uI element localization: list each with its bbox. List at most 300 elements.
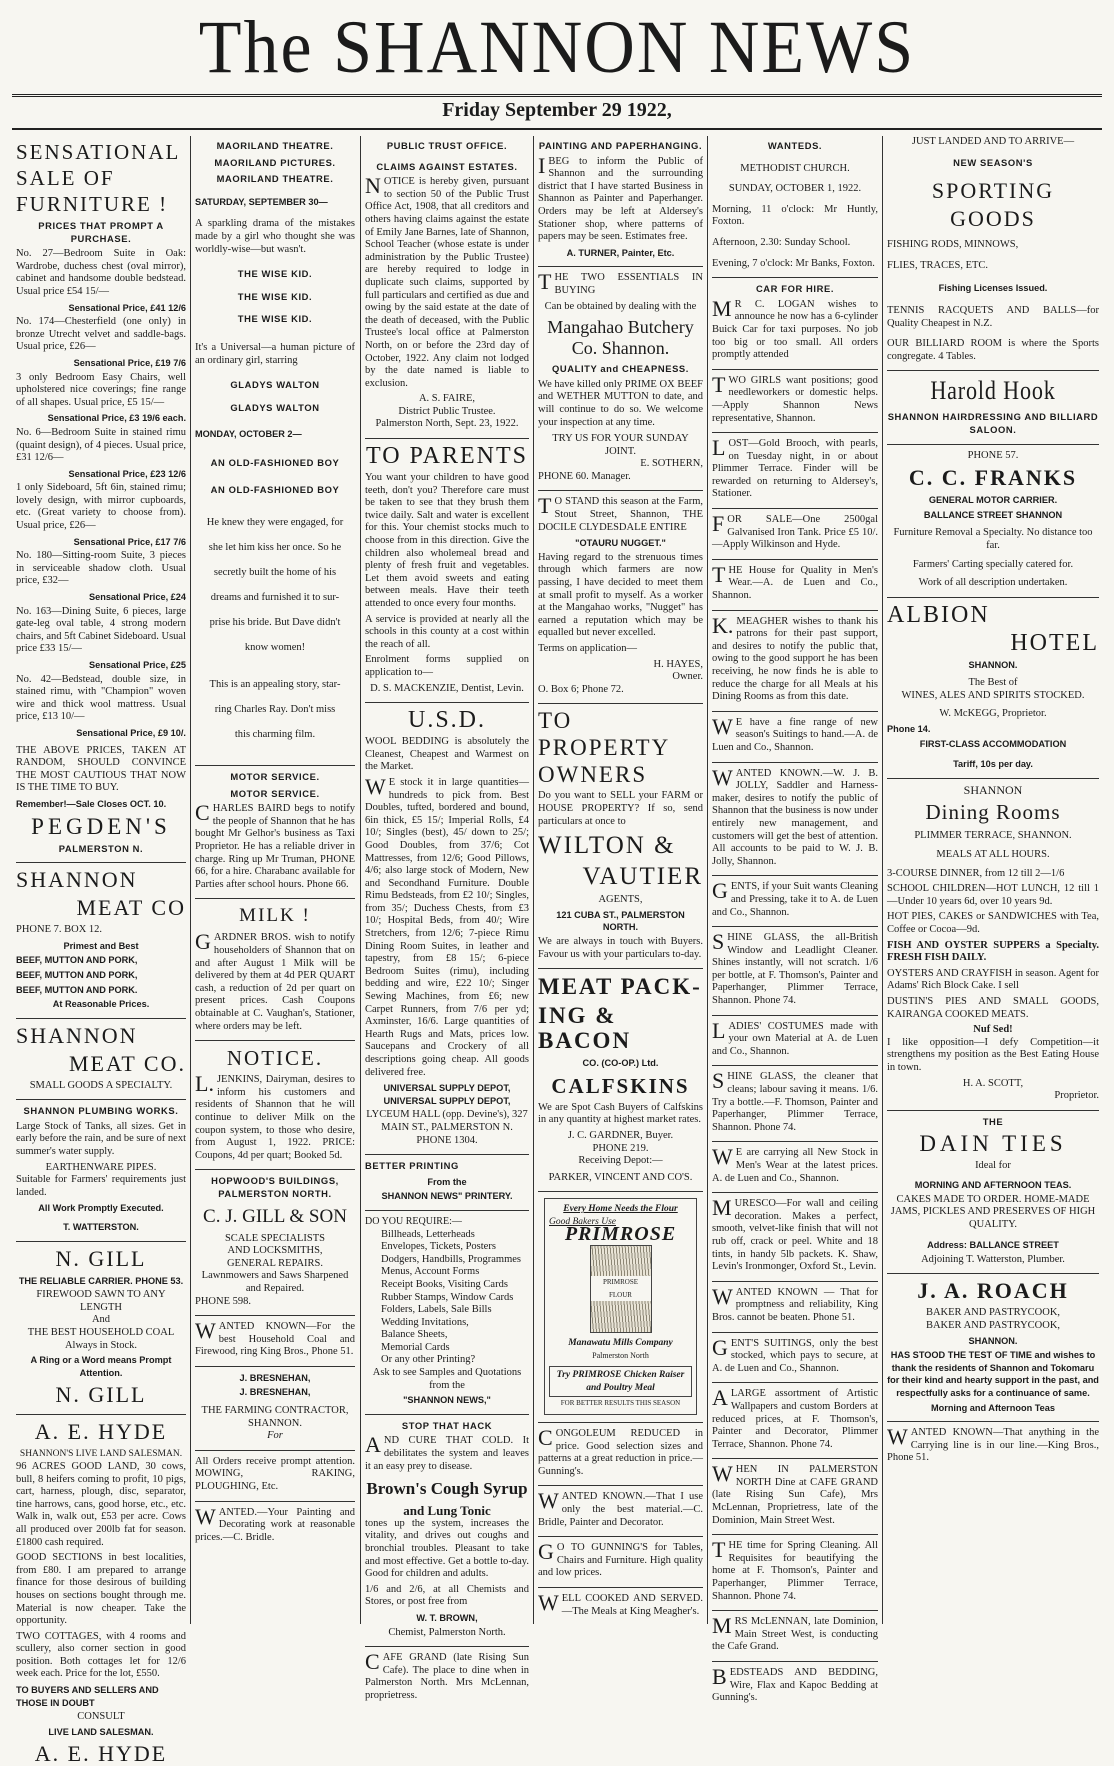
gunning: GO TO GUNNING'S for Tables, Chairs and Furniture. High quality and low prices. bbox=[538, 1539, 703, 1579]
meat1-line: At Reasonable Prices. bbox=[52, 999, 150, 1010]
divider bbox=[195, 1169, 355, 1170]
hyde-para: 96 ACRES GOOD LAND, 30 cows, bull, 8 heifers coming to profit, 10 pigs, cart, harness, plough, disc, separator, tine harrows, cans, good horse, etc., etc. Walk in, walk out, £53 per acre. Cows all produced over 200lb fat for season. £1800 cash required. bbox=[16, 1460, 186, 1548]
appeal-line: this charming film. bbox=[234, 729, 316, 741]
paint-text: IBEG to inform the Public of Shannon and the surrounding district that I have started Business in Shannon as Painter and Paperhanger. Orders may be left at Aldersey's Stationer shop, where patterns of papers may be seen. Estimates free. bbox=[538, 152, 703, 243]
plumb-text: Large Stock of Tanks, all sizes. Get in early before the rain, and be sure of next summer's water supply. bbox=[16, 1120, 186, 1158]
meat1-phone: PHONE 7. BOX 12. bbox=[16, 924, 103, 936]
wines: WINES, ALES AND SPIRITS STOCKED. bbox=[901, 689, 1085, 701]
pto-head: PUBLIC TRUST OFFICE. bbox=[386, 140, 508, 151]
prop-text: Do you want to SELL your FARM or HOUSE PROPERTY? If so, send particulars at once to bbox=[538, 790, 703, 827]
evening: Evening, 7 o'clock: Mr Banks, Foxton. bbox=[712, 257, 875, 269]
hyde-buyers: TO BUYERS AND SELLERS AND THOSE IN DOUBT bbox=[16, 1685, 159, 1708]
flour-bakers: Good Bakers Use bbox=[549, 1216, 617, 1227]
sunday: SUNDAY, OCTOBER 1, 1922. bbox=[728, 183, 862, 195]
mclennan: MRS McLENNAN, late Dominion, Main Street West, is conducting the Cafe Grand. bbox=[712, 1613, 878, 1653]
sale-item: No. 6—Bedroom Suite in stained rimu (quaint design), of 4 pieces. Usual price, £31 12/6— bbox=[16, 426, 186, 464]
mills: Manawatu Mills Company bbox=[568, 1338, 673, 1349]
when-palmerston: WHEN IN PALMERSTON NORTH Dine at CAFE GRAND (late Rising Sun Cafe), Mrs McLennan, Proprietress, late of the Dominion, Main Street West. bbox=[712, 1461, 878, 1526]
flies: FLIES, TRACES, ETC. bbox=[887, 259, 989, 271]
owner: Owner. bbox=[672, 671, 703, 683]
sale-item: 1 only Sideboard, 5ft 6in, stained rimu; lovely design, with mirror cupboards, etc. (Great variety to choose from). Usual price, £26— bbox=[16, 482, 186, 532]
horse-text2: Having regard to the strenuous times through which farmers are now passing, I have decided to meet them at small profit to myself. As a worker at the Mangahao works, "Nugget" has earned a reputation which may be equalled but never excelled. bbox=[538, 551, 703, 639]
story-line: He knew they were engaged, for bbox=[206, 517, 344, 529]
menu-line: SCHOOL CHILDREN—HOT LUNCH, 12 till 1—Under 10 years 6d, over 10 years 9d. bbox=[887, 883, 1099, 907]
prop-title-2: PROPERTY bbox=[538, 735, 671, 761]
sale-price: Sensational Price, £41 12/6 bbox=[68, 302, 186, 313]
claims-text: NOTICE is hereby given, pursuant to section 50 of the Public Trust Office Act, 1908, that all creditors and others having claims against the estate of Emily Jane Barnes, late of Shannon, School Teacher (whose estate is under administration by the Public Trustee) are hereby required to lodge in duplicate such claims, supported by full particulars and certified as due and owing by the said estate at the date of the death of deceased, with the Public Trustee's local office at Palmerston North, on or before the 23rd day of October, 1922. Any claim not lodged by the date named is liable to exclusion. bbox=[365, 173, 529, 389]
divider bbox=[16, 1018, 186, 1019]
column-4 bbox=[538, 136, 703, 1624]
cafe-ad: CAFE GRAND (late Rising Sun Cafe). The place to dine when in Palmerston North. Mrs McLennan, proprietress. bbox=[365, 1649, 529, 1701]
divider bbox=[195, 765, 355, 766]
divider bbox=[538, 1536, 703, 1537]
first-class: FIRST-CLASS ACCOMMODATION bbox=[919, 738, 1067, 749]
teas: MORNING AND AFTERNOON TEAS. bbox=[914, 1179, 1072, 1190]
new-season: NEW SEASON'S bbox=[953, 156, 1033, 168]
chicken: Try PRIMROSE Chicken Raiser and Poultry Meal bbox=[549, 1366, 692, 1397]
hyde-sub: SHANNON'S LIVE LAND SALESMAN. bbox=[19, 1449, 183, 1460]
usd-sig: UNIVERSAL SUPPLY DEPOT, UNIVERSAL SUPPLY DEPOT, bbox=[383, 1083, 511, 1106]
monday-head: MONDAY, OCTOBER 2— bbox=[195, 429, 302, 440]
faire-title: District Public Trustee. bbox=[398, 405, 496, 417]
meagher: K.MEAGHER wishes to thank his patrons for their past support, and desires to notify the public that, owing to the good support he has been receiving, he now finds he is able to reduce the charge for all Meals at his Dining Rooms as from this date. bbox=[712, 612, 878, 703]
sale-price: Sensational Price, £19 7/6 bbox=[73, 357, 186, 368]
work: Work of all description undertaken. bbox=[918, 577, 1068, 589]
divider bbox=[712, 508, 878, 509]
divider bbox=[887, 597, 1099, 598]
dainties: DAIN TIES bbox=[919, 1131, 1067, 1157]
harold-hook: Harold Hook bbox=[930, 376, 1056, 406]
story-line: secretly built the home of his bbox=[213, 567, 337, 579]
wise-kid: THE WISE KID. bbox=[237, 313, 313, 325]
column-rule bbox=[533, 136, 534, 1624]
morning: Morning, 11 o'clock: Mr Huntly, Foxton. bbox=[712, 203, 878, 228]
meat1-title-a: SHANNON bbox=[16, 867, 138, 893]
prop-title-1: TO bbox=[538, 708, 573, 734]
meat2-title-a: SHANNON bbox=[16, 1022, 138, 1048]
divider bbox=[712, 1141, 878, 1142]
best-of: The Best of bbox=[968, 677, 1018, 689]
sale-item: No. 42—Bedstead, double size, in stained rimu, with "Champion" woven wire and thick wool mattress. Usual price, £13 10/— bbox=[16, 673, 186, 723]
sale-subhead: PRICES THAT PROMPT A PURCHASE. bbox=[38, 220, 164, 244]
wise-kid: THE WISE KID. bbox=[237, 290, 313, 302]
wt-brown-addr: Chemist, Palmerston North. bbox=[388, 1626, 506, 1638]
mackenzie: D. S. MACKENZIE, Dentist, Levin. bbox=[370, 682, 524, 694]
receiving: Receiving Depot:— bbox=[578, 1155, 663, 1167]
sale-price: Sensational Price, £23 12/6 bbox=[68, 468, 186, 479]
gill-ring: A Ring or a Word means Prompt Attention. bbox=[30, 1355, 172, 1378]
divider bbox=[365, 702, 529, 703]
sale-headline-2: SALE OF bbox=[16, 166, 115, 190]
divider bbox=[712, 1065, 878, 1066]
plumb-text2: Suitable for Farmers' requirements just landed. bbox=[16, 1174, 186, 1198]
carting: Farmers' Carting specially catered for. bbox=[912, 558, 1074, 570]
divider bbox=[365, 1210, 529, 1211]
gents-suitings: GENT'S SUITINGS, only the best stocked, which pays to secure, at A. de Luen and Co., Shannon. bbox=[712, 1334, 878, 1374]
column-rule bbox=[360, 136, 361, 1624]
bresnehan: J. BRESNEHAN, bbox=[239, 1387, 311, 1398]
box: O. Box 6; Phone 72. bbox=[538, 683, 624, 695]
sothern: E. SOTHERN, bbox=[640, 458, 703, 470]
divider bbox=[712, 1281, 878, 1282]
shine-glass-2: SHINE GLASS, the cleaner that cleans; labour saving it means. 1/6. Try a bottle.—F. Thomson, Painter and Paperhanger, Plimmer Terrace, Shannon. Phone 74. bbox=[712, 1068, 878, 1133]
column-3 bbox=[365, 136, 529, 1701]
story-line: she let him kiss her once. So he bbox=[208, 542, 342, 554]
milk-text: GARDNER BROS. wish to notify householders of Shannon that on and after August 1 Milk will be delivered by them at 4d PER QUART cash, a reduction of 2d per quart on present prices. Cash Coupons obtainable at C. Vaughan's, Stationer, where orders may be left. bbox=[195, 929, 355, 1032]
dining-rooms: Dining Rooms bbox=[925, 800, 1061, 825]
shine-glass: SHINE GLASS, the all-British Window and Leadlight Cleaner. Shines instantly, will not scratch. 1/6 per bottle, at F. Thomson's, Painter and Paperhanger, Plimmer Terrace, Shannon. Phone 74. bbox=[712, 929, 878, 1007]
gill-spec: AND LOCKSMITHS, bbox=[227, 1245, 323, 1257]
column-rule bbox=[707, 136, 708, 1624]
parker: PARKER, VINCENT AND CO'S. bbox=[548, 1171, 693, 1183]
menu-line: I like opposition—I defy Competition—it strengthens my position as the Best Eating House in town. bbox=[887, 1036, 1099, 1073]
column-1 bbox=[16, 136, 186, 1766]
butch-text: We have killed only PRIME OX BEEF and WETHER MUTTON to date, and will continue to do so. We welcome your inspection at any time. bbox=[538, 378, 703, 428]
plumb-pipes: EARTHENWARE PIPES. bbox=[45, 1161, 157, 1173]
notice-text: L.JENKINS, Dairyman, desires to inform his customers and residents of Shannon that he will continue to deliver Milk on the coupon system, to those who desire, from August 1, 1922. PRICE: Coupons, 4d per quart; Booked 5d. bbox=[195, 1071, 355, 1161]
print-list bbox=[365, 1229, 529, 1368]
wv-title-1: WILTON & bbox=[538, 832, 676, 860]
plumb-work: All Work Promptly Executed. bbox=[38, 1203, 164, 1214]
divider bbox=[195, 1501, 355, 1502]
sale-headline-3: FURNITURE ! bbox=[16, 192, 169, 216]
franks: C. C. FRANKS bbox=[908, 465, 1078, 491]
address: Address: BALLANCE STREET bbox=[927, 1240, 1059, 1251]
sale-remember: Remember!—Sale Closes OCT. 10. bbox=[16, 798, 167, 809]
gill-coal: THE BEST HOUSEHOLD COAL Always in Stock. bbox=[27, 1327, 175, 1351]
divider bbox=[712, 1332, 878, 1333]
gill-text: FIREWOOD SAWN TO ANY LENGTH bbox=[36, 1289, 166, 1313]
wallpapers: ALARGE assortment of Artistic Wallpapers and custom Borders at reduced prices, at F. Thomson's, Painter and Decorator, Plimmer Terrace, Shannon. Phone 74. bbox=[712, 1385, 878, 1450]
phone14: Phone 14. bbox=[887, 724, 931, 735]
spring-cleaning: THE time for Spring Cleaning. All Requisites for beautifying the home at F. Thomson's, Painter and Paperhanger, Plimmer Terrace, Shannon. Phone 74. bbox=[712, 1537, 878, 1602]
sale-price: Sensational Price, £17 7/6 bbox=[73, 536, 186, 547]
tennis: TENNIS RACQUETS AND BALLS—for Quality Cheapest in N.Z. bbox=[887, 304, 1099, 329]
divider bbox=[538, 968, 703, 969]
meat2-title-b: MEAT CO. bbox=[68, 1050, 186, 1076]
masthead bbox=[14, 4, 1100, 96]
motor-head: MOTOR SERVICE. bbox=[230, 787, 320, 799]
divider bbox=[538, 703, 703, 704]
licenses: Fishing Licenses Issued. bbox=[938, 283, 1048, 294]
sheaf-label: PRIMROSE bbox=[591, 1276, 651, 1289]
hayes: H. HAYES, bbox=[653, 658, 703, 670]
column-2 bbox=[195, 136, 355, 1624]
divider bbox=[887, 778, 1099, 779]
notice-title: NOTICE. bbox=[226, 1046, 324, 1071]
menu-line: DUSTIN'S PIES AND SMALL GOODS, KAIRANGA COOKED MEATS. bbox=[887, 995, 1099, 1020]
wanteds-head: WANTEDS. bbox=[767, 140, 823, 151]
congoleum: CONGOLEUM REDUCED in price. Good selection sizes and patterns at a great reduction in price.—Gunning's. bbox=[538, 1425, 703, 1477]
theatre-head: MAORILAND THEATRE. bbox=[216, 140, 334, 151]
old-fashioned-boy: AN OLD-FASHIONED BOY bbox=[210, 456, 340, 468]
calf-title: CALFSKINS bbox=[551, 1073, 690, 1098]
plumb-head: SHANNON PLUMBING WORKS. bbox=[23, 1105, 179, 1117]
menu-line: HOT PIES, CAKES or SANDWICHES with Tea, Coffee or Cocoa—9d. bbox=[887, 911, 1099, 935]
print-list-item: Folders, Labels, Sale Bills bbox=[381, 1304, 492, 1316]
removal: Furniture Removal a Specialty. No distance too far. bbox=[893, 527, 1093, 551]
appeal-line: ring Charles Ray. Don't miss bbox=[214, 704, 336, 716]
gill-son-title: C. J. GILL & SON bbox=[203, 1205, 347, 1227]
mp-co: CO. (CO-OP.) Ltd. bbox=[582, 1058, 659, 1069]
parents-title: TO PARENTS bbox=[365, 443, 529, 470]
phone57: PHONE 57. bbox=[967, 449, 1019, 461]
wt-brown: W. T. BROWN, bbox=[416, 1612, 478, 1623]
faire: A. S. FAIRE, bbox=[418, 393, 476, 405]
sheaf-label: FLOUR bbox=[591, 1289, 651, 1302]
ballance: BALLANCE STREET SHANNON bbox=[923, 509, 1063, 520]
primrose-title: PRIMROSE bbox=[564, 1223, 677, 1246]
divider bbox=[712, 610, 878, 611]
sale-item: No. 27—Bedroom Suite in Oak: Wardrobe, duchess chest (oval mirror), cabinet and handsome double bedstead. Usual price £54 15/— bbox=[16, 248, 186, 297]
sale-closing: THE ABOVE PRICES, TAKEN AT RANDOM, SHOULD CONVINCE THE MOST CAUTIOUS THAT NOW IS THE TIME TO BUY. bbox=[16, 744, 186, 794]
meat1-title-b: MEAT CO bbox=[76, 895, 186, 921]
prop-title-3: OWNERS bbox=[538, 762, 648, 788]
divider bbox=[365, 1414, 529, 1415]
meals-hours: MEALS AT ALL HOURS. bbox=[936, 849, 1050, 861]
print-list-item: Balance Sheets, bbox=[381, 1329, 448, 1341]
divider bbox=[887, 1421, 1099, 1422]
albion-shannon: SHANNON. bbox=[968, 659, 1018, 670]
story-line: know women! bbox=[244, 642, 306, 654]
print-list-item: Wedding Invitations, bbox=[381, 1316, 469, 1328]
gladys-walton: GLADYS WALTON bbox=[230, 401, 320, 413]
rods: FISHING RODS, MINNOWS, bbox=[887, 239, 1019, 251]
divider bbox=[887, 444, 1099, 445]
divider bbox=[712, 277, 878, 278]
gill-and: And bbox=[91, 1314, 111, 1326]
goods: GOODS bbox=[950, 206, 1036, 232]
print-list-item: Menus, Account Forms bbox=[381, 1266, 480, 1278]
bridle-ad: WANTED.—Your Painting and Decorating work at reasonable prices.—C. Bridle. bbox=[195, 1503, 355, 1543]
baker: BAKER AND PASTRYCOOK, bbox=[925, 1320, 1061, 1332]
column-rule bbox=[882, 136, 883, 1624]
wanted-coal: WANTED KNOWN—For the best Household Coal and Firewood, ring King Bros., Phone 51. bbox=[195, 1318, 355, 1358]
plimmer: PLIMMER TERRACE, SHANNON. bbox=[914, 830, 1072, 842]
hyde-consult: CONSULT bbox=[77, 1711, 125, 1723]
hopwood: HOPWOOD'S BUILDINGS, PALMERSTON NORTH. bbox=[211, 1175, 339, 1199]
hyde-live: LIVE LAND SALESMAN. bbox=[48, 1726, 154, 1737]
meat1-line: BEEF, MUTTON AND PORK, bbox=[16, 969, 138, 980]
divider bbox=[887, 1110, 1099, 1111]
wool-text: WOOL BEDDING is absolutely the Cleanest, Cheapest and Warmest on the Market. bbox=[365, 736, 529, 773]
divider bbox=[712, 1458, 878, 1459]
morning-teas: Morning and Afternoon Teas bbox=[930, 1402, 1056, 1413]
story-text bbox=[195, 510, 355, 660]
print-list-item: Receipt Books, Visiting Cards bbox=[381, 1278, 508, 1290]
divider bbox=[365, 1646, 529, 1647]
menu-line: FISH AND OYSTER SUPPERS a Specialty. FRESH FISH DAILY. bbox=[887, 939, 1099, 964]
milk-title: MILK ! bbox=[239, 905, 311, 927]
scott: H. A. SCOTT, bbox=[962, 1077, 1024, 1089]
sale-price: Sensational Price, £3 19/6 each. bbox=[47, 413, 186, 424]
dateline: Friday September 29 1922, bbox=[442, 99, 672, 121]
meat1-line: BEEF, MUTTON AND PORK. bbox=[16, 984, 138, 995]
print-list-item: Billheads, Letterheads bbox=[381, 1228, 475, 1240]
pegden-town: PALMERSTON N. bbox=[58, 842, 144, 854]
chicken-sub: FOR BETTER RESULTS THIS SEASON bbox=[560, 1399, 681, 1408]
gill-title: N. GILL bbox=[55, 1245, 147, 1271]
divider bbox=[712, 1534, 878, 1535]
meat1-line: BEEF, MUTTON AND PORK, bbox=[16, 955, 138, 966]
wanted-king: WANTED KNOWN — That for promptness and reliability, King Bros. cannot be beaten. Phone 51. bbox=[712, 1283, 878, 1323]
just-landed: JUST LANDED AND TO ARRIVE— bbox=[911, 136, 1075, 147]
divider bbox=[538, 490, 703, 491]
ideal: Ideal for bbox=[975, 1160, 1011, 1172]
hyde-title-2: A. E. HYDE bbox=[34, 1741, 168, 1766]
menu-line: OYSTERS AND CRAYFISH in season. Agent for Adams' Rich Block Cake. I sell bbox=[887, 967, 1099, 992]
plumb-name: T. WATTERSTON. bbox=[63, 1222, 139, 1233]
parents-text: Enrolment forms supplied on application to— bbox=[365, 654, 529, 678]
claims-head: CLAIMS AGAINST ESTATES. bbox=[376, 160, 518, 172]
gill-title-2: N. GILL bbox=[55, 1382, 147, 1408]
hotel: HOTEL bbox=[1010, 629, 1099, 656]
carrier: GENERAL MOTOR CARRIER. bbox=[928, 495, 1058, 506]
hack-head: STOP THAT HACK bbox=[401, 1419, 493, 1431]
divider bbox=[16, 1414, 186, 1415]
dining-shannon: SHANNON bbox=[963, 782, 1023, 797]
divider bbox=[538, 1485, 703, 1486]
hyde-para: GOOD SECTIONS in best localities, from £80. I am prepared to arrange finance for those desirous of building houses on sections bought through me. Material is now cheaper. Take the opportunity. bbox=[16, 1552, 186, 1627]
divider bbox=[712, 432, 878, 433]
gill-phone: PHONE 598. bbox=[195, 1295, 252, 1307]
wanted-bridle: WANTED KNOWN.—That I use only the best material.—C. Bridle, Painter and Decorator. bbox=[538, 1488, 703, 1528]
parents-text: You want your children to have good teeth, don't you? Therefore care must be taken to see that they brush them twice daily. Salt and water is excellent for this. Your chemist stocks much to choose from in this direction. Give the children also wholemeal bread and plenty of fresh fruit and vegetables. Let them avoid sweets and eating between meals. Have their teeth attended to once every four months. bbox=[365, 472, 529, 609]
orders: All Orders receive prompt attention. MOWING, RAKING, PLOUGHING, Etc. bbox=[195, 1455, 355, 1493]
carrying: WE are carrying all New Stock in Men's Wear at the latest prices. A. de Luen and Co., Shannon. bbox=[712, 1144, 878, 1184]
gill-spec: SCALE SPECIALISTS bbox=[224, 1232, 326, 1244]
car-head: CAR FOR HIRE. bbox=[755, 283, 835, 295]
mckegg: W. McKEGG, Proprietor. bbox=[939, 708, 1047, 720]
usd-addr: LYCEUM HALL (opp. Devine's), 327 MAIN ST., PALMERSTON N. PHONE 1304. bbox=[366, 1109, 528, 1146]
usd-text: WE stock it in large quantities—hundreds to pick from. Best Doubles, tufted, bordered and bound, 6in thick, £5 15/; Imperial Rolls, £4 10/; Singles (best), 45/ down to 25/; Good Doubles, from 37/6; Cot Mattresses, from 12/6; Good Pillows, 4/6; also large stock of Modern, New and Secondhand Furniture. Double Rimu Bedsteads, from £2 10/; Singles, from 35/; Duchess Chests, from £3 10/; Hospital Beds, from 40/; Wire Stretchers, from 12/6; 7-piece Rimu Dining Room Suites, in leather and tapestry, from £8 15/; 6-piece Bedroom Suites (rimu), including bedding and wire, £22 10/; Singer Sewing Machines, from £6; new Carpet Runners, from 7/6 per yd; Axminster, 16/6. Large quantities of Hearth Rugs and Mats, prices low. Saucepans and Crockery of all descriptions going cheap. All goods delivered free. bbox=[365, 773, 529, 1078]
print-office: SHANNON NEWS" PRINTERY. bbox=[381, 1191, 513, 1202]
sale-item: 3 only Bedroom Easy Chairs, well upholstered nice coverings; fine range of all shapes. Usual price, £5 15/— bbox=[16, 371, 186, 408]
gardner: J. C. GARDNER, Buyer. bbox=[567, 1129, 674, 1141]
parents-text: A service is provided at nearly all the schools in this county at a cost within the reach of all. bbox=[365, 613, 529, 650]
divider bbox=[712, 1192, 878, 1193]
adjoining: Adjoining T. Watterston, Plumber. bbox=[921, 1253, 1065, 1265]
divider bbox=[195, 898, 355, 899]
car-text: MR C. LOGAN wishes to announce he now has a 6-cylinder Buick Car for taxi purposes. No job too big or too small. All orders promptly attended bbox=[712, 295, 878, 361]
two-girls: TWO GIRLS want positions; good needleworkers or domestic helps.—Apply Shannon News representative, Shannon. bbox=[712, 371, 878, 424]
dateline-rule bbox=[12, 128, 1102, 130]
primrose-ad bbox=[544, 1198, 697, 1415]
print-list-item: Or any other Printing? bbox=[381, 1354, 476, 1366]
divider bbox=[712, 369, 878, 370]
gill-carrier: THE RELIABLE CARRIER. PHONE 53. bbox=[18, 1275, 184, 1286]
gladys-walton: GLADYS WALTON bbox=[230, 379, 320, 391]
print-list-item: Memorial Cards bbox=[381, 1341, 450, 1353]
terms: Terms on application— bbox=[538, 643, 637, 654]
faire-date: Palmerston North, Sept. 23, 1922. bbox=[375, 418, 519, 430]
quality: QUALITY and CHEAPNESS. bbox=[551, 363, 689, 375]
gill-spec: Lawnmowers and Saws Sharpened and Repaired. bbox=[201, 1270, 349, 1294]
sale-price: Sensational Price, £9 10/. bbox=[76, 727, 186, 738]
print-list-item: Rubber Stamps, Window Cards bbox=[381, 1291, 514, 1303]
divider bbox=[538, 1191, 703, 1192]
ladies: LADIES' COSTUMES made with your own Material at A. de Luen and Co., Shannon. bbox=[712, 1017, 878, 1057]
hack-text: AND CURE THAT COLD. It debilitates the system and leaves it an easy prey to disease. bbox=[365, 1432, 529, 1472]
turner: A. TURNER, Painter, Etc. bbox=[566, 247, 675, 258]
story-line: prise his bride. But Dave didn't bbox=[209, 617, 341, 629]
masthead-rule bbox=[12, 94, 1102, 97]
wv-text: We are always in touch with Buyers. Favour us with your particulars to-day. bbox=[538, 935, 703, 960]
wv-title-2: VAUTIER bbox=[582, 863, 703, 891]
newspaper-title: The SHANNON NEWS bbox=[198, 5, 916, 90]
motor-head: MOTOR SERVICE. bbox=[230, 771, 320, 783]
print-list-item: Envelopes, Tickets, Posters bbox=[381, 1241, 496, 1253]
calf-text: We are Spot Cash Buyers of Calfskins in any quantity at highest market rates. bbox=[538, 1101, 703, 1126]
wv-addr: 121 CUBA ST., PALMERSTON NORTH. bbox=[556, 909, 685, 933]
divider bbox=[887, 1273, 1099, 1274]
house-quality: THE House for Quality in Men's Wear.—A. de Luen and Co., Shannon. bbox=[712, 561, 878, 602]
two-sub: Can be obtained by dealing with the bbox=[544, 300, 697, 312]
divider bbox=[712, 1610, 878, 1611]
print-requires: DO YOU REQUIRE:— bbox=[365, 1215, 462, 1227]
hyde-para: TWO COTTAGES, with 4 rooms and scullery, also corner section in good position. Both cottages let for 12/6 week each. Price for the lot, £550. bbox=[16, 1630, 186, 1680]
divider bbox=[712, 711, 878, 712]
baker: BAKER AND PASTRYCOOK, bbox=[925, 1307, 1061, 1319]
tariff: Tariff, 10s per day. bbox=[953, 759, 1033, 770]
methodist: METHODIST CHURCH. bbox=[740, 162, 850, 174]
divider bbox=[195, 1450, 355, 1451]
albion: ALBION bbox=[887, 601, 990, 628]
motor-text: CHARLES BAIRD begs to notify the people of Shannon that he has bought Mr Gelhor's business as Taxi Proprietor. He has a reliable driver in charge. Ring up Mr Truman, PHONE 66, for a hire. Charabanc available for Parties after school hours. Phone 66. bbox=[195, 800, 355, 890]
two-essentials: THE TWO ESSENTIALS IN BUYING bbox=[538, 269, 703, 296]
divider bbox=[16, 862, 186, 863]
appeal-line: This is an appealing story, star- bbox=[209, 679, 341, 691]
sale-item: No. 163—Dining Suite, 6 pieces, large gate-leg oval table, 4 strong modern chairs, and 5ft Cabinet Sideboard. Usual price £33 15/— bbox=[16, 605, 186, 655]
theatre-head: MAORILAND THEATRE. bbox=[216, 173, 334, 185]
divider bbox=[16, 1099, 186, 1100]
tonic-price: 1/6 and 2/6, at all Chemists and Stores, or post free from bbox=[365, 1583, 529, 1608]
divider bbox=[712, 1382, 878, 1383]
roach-shannon: SHANNON. bbox=[968, 1335, 1018, 1346]
butchery-title: Mangahao Butchery Co. Shannon. bbox=[547, 317, 694, 359]
paint-head: PAINTING AND PAPERHANGING. bbox=[538, 140, 703, 151]
old-fashioned-boy: AN OLD-FASHIONED BOY bbox=[210, 483, 340, 495]
theatre-head: MAORILAND PICTURES. bbox=[214, 156, 336, 168]
cleaning: GENTS, if your Suit wants Cleaning and Pressing, take it to A. de Luen and Co., Shannon. bbox=[712, 878, 878, 918]
suitings: WE have a fine range of new season's Suitings to hand.—A. de Luen and Co., Shannon. bbox=[712, 713, 878, 753]
sale-price: Sensational Price, £25 bbox=[88, 660, 186, 670]
print-list-item: Dodgers, Handbills, Programmes bbox=[381, 1253, 521, 1265]
mp-title-2: ING & BACON bbox=[538, 1003, 632, 1054]
divider bbox=[887, 370, 1099, 371]
divider bbox=[538, 266, 703, 267]
column-6 bbox=[887, 136, 1099, 1624]
divider bbox=[712, 1015, 878, 1016]
divider bbox=[712, 762, 878, 763]
appeal-text bbox=[195, 672, 355, 747]
pegden-name: PEGDEN'S bbox=[31, 813, 171, 839]
muresco: MURESCO—For wall and ceiling decoration. Makes a perfect, smooth, velvet-like finish that will not rub off, crack or peel. White and 18 tints, in handy 5lb packets. K. Shaw, Levin's Ironmonger, Oxford St., Levin. bbox=[712, 1195, 878, 1273]
farming-for: For bbox=[267, 1430, 283, 1442]
roach: J. A. ROACH bbox=[917, 1278, 1069, 1304]
mills-sub: Palmerston North bbox=[592, 1350, 649, 1360]
menu-line: 3-COURSE DINNER, from 12 till 2—1/6 bbox=[887, 867, 1065, 879]
jolly: WANTED KNOWN.—W. J. B. JOLLY, Saddler and Harness-maker, desires to notify the public of Shannon that the business is now under entirely new management, and customers will get the best of attention. All accounts to be paid to W. J. B. Jolly, Shannon. bbox=[712, 764, 878, 867]
scott-title: Proprietor. bbox=[1054, 1090, 1099, 1102]
wanted-carrying: WANTED KNOWN—That anything in the Carrying line is in our line.—King Bros., Phone 51. bbox=[887, 1424, 1099, 1464]
bedsteads: BEDSTEADS AND BEDDING, Wire, Flax and Kapoc Bedding at Gunning's. bbox=[712, 1664, 878, 1704]
column-rule bbox=[190, 136, 191, 1624]
bresnehan: J. BRESNEHAN, bbox=[239, 1372, 311, 1383]
billiard: OUR BILLIARD ROOM is where the Sports congregate. 4 Tables. bbox=[887, 338, 1099, 362]
brown-title: Brown's Cough Syrup bbox=[366, 1479, 528, 1499]
flour-sheaf-image bbox=[590, 1245, 652, 1333]
